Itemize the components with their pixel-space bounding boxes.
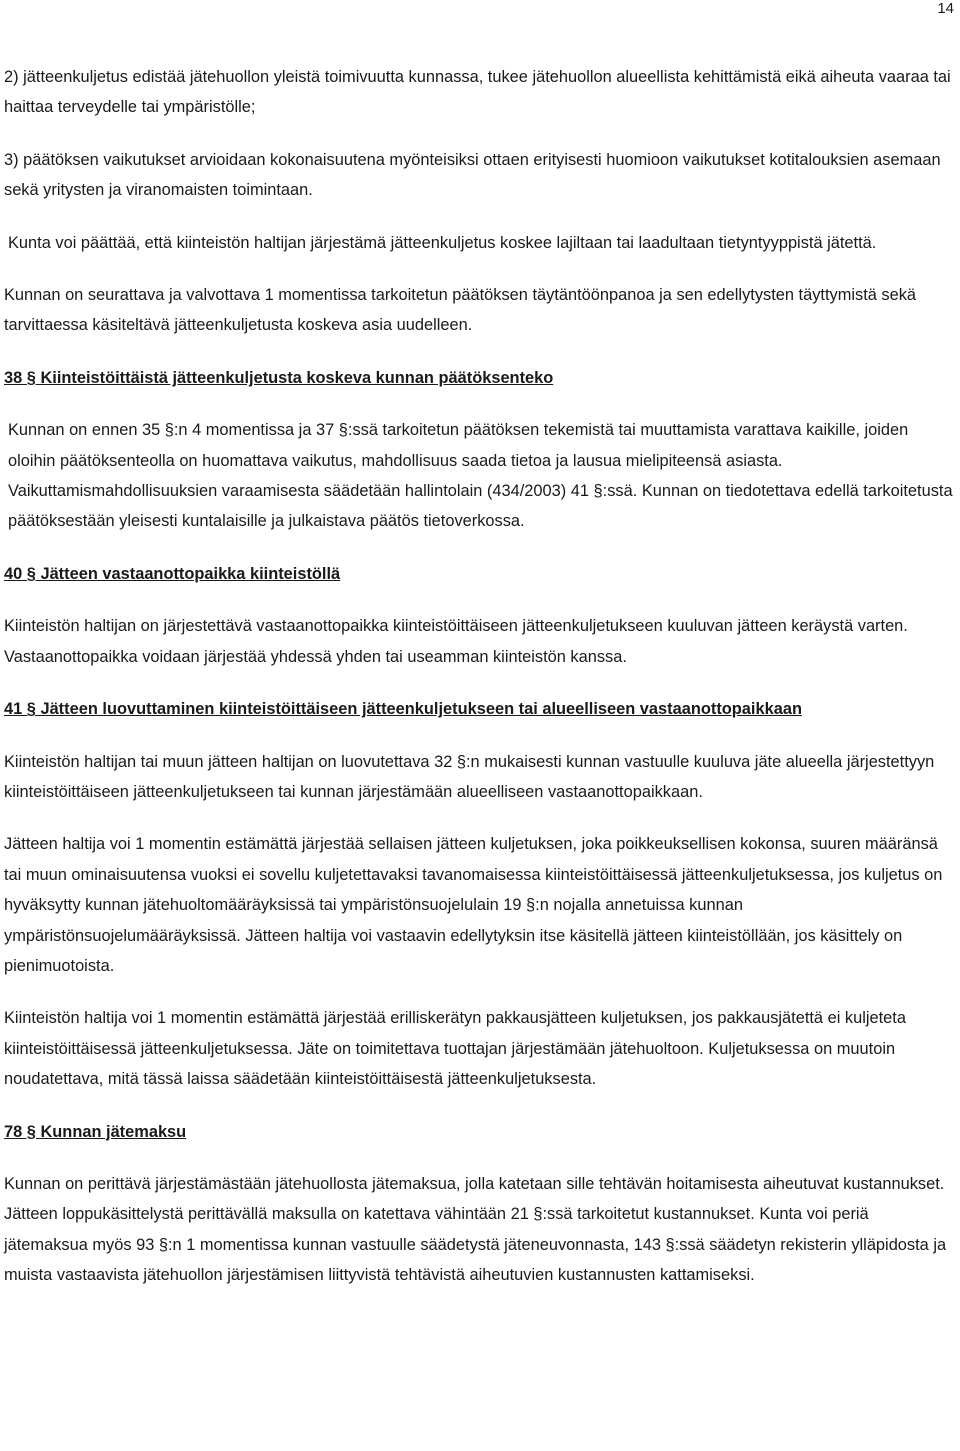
paragraph-41-body-2: Jätteen haltija voi 1 momentin estämättä järjestää sellaisen jätteen kuljetuksen, joka poikkeuksellisen kokonsa, suuren määränsä tai muun ominaisuutensa vuoksi ei sovellu kuljetettavaksi tavanomaisessa kiinteistöittäisessä jätteenkuljetuksessa, jos kuljetus on hyväksytty kunnan jätehuoltomääräyksissä tai ympäristönsuojelulain 19 §:n nojalla annetuissa kunnan ympäristönsuojelumääräyksissä. Jätteen haltija voi vastaavin edellytyksin itse käsitellä jätteen kiinteistöllään, jos käsittely on pienimuotoista. xyxy=(4,835,943,975)
paragraph-kunta-voi-paattaa: Kunta voi päättää, että kiinteistön haltijan järjestämä jätteenkuljetus koskee lajiltaan tai laadultaan tietyntyyppistä jätettä. xyxy=(8,233,877,252)
section-heading-41: 41 § Jätteen luovuttaminen kiinteistöittäiseen jätteenkuljetukseen tai alueelliseen vastaanottopaikkaan xyxy=(4,700,802,719)
paragraph-40-body: Kiinteistön haltijan on järjestettävä vastaanottopaikka kiinteistöittäiseen jätteenkuljetukseen kuuluvan jätteen keräystä varten. Vastaanottopaikka voidaan järjestää yhdessä yhden tai useamman kiinteistön kanssa. xyxy=(4,617,908,666)
paragraph-item-3: 3) päätöksen vaikutukset arvioidaan kokonaisuutena myönteisiksi ottaen erityisesti huomioon vaikutukset kotitalouksien asemaan sekä yritysten ja viranomaisten toimintaan. xyxy=(4,150,941,200)
paragraph-41-body-3: Kiinteistön haltija voi 1 momentin estämättä järjestää erilliskerätyn pakkausjätteen kuljetuksen, jos pakkausjätettä ei kuljeteta kiinteistöittäisessä jätteenkuljetuksessa. Jäte on toimitettava tuottajan järjestämään jätehuoltoon. Kuljetuksessa on muutoin noudatettava, mitä tässä laissa säädetään kiinteistöittäisestä jätteenkuljetuksesta. xyxy=(4,1009,906,1089)
paragraph-item-2: 2) jätteenkuljetus edistää jätehuollon yleistä toimivuutta kunnassa, tukee jätehuollon alueellista kehittämistä eikä aiheuta vaaraa tai haittaa terveydelle tai ympäristölle; xyxy=(4,68,951,117)
section-heading-40: 40 § Jätteen vastaanottopaikka kiinteistöllä xyxy=(4,564,341,583)
paragraph-38-body: Kunnan on ennen 35 §:n 4 momentissa ja 37 §:ssä tarkoitetun päätöksen tekemistä tai muuttamista varattava kaikille, joiden oloihin päätöksenteolla on huomattava vaikutus, mahdollisuus saada tietoa ja lausua mielipiteensä asiasta. Vaikuttamismahdollisuuksien varaamisesta säädetään hallintolain (434/2003) 41 §:ssä. Kunnan on tiedotettava edellä tarkoitetusta päätöksestään yleisesti kuntalaisille ja julkaistava päätös tietoverkossa. xyxy=(8,421,953,531)
document-body xyxy=(4,62,954,1291)
paragraph-seuranta: Kunnan on seurattava ja valvottava 1 momentissa tarkoitetun päätöksen täytäntöönpanoa ja sen edellytysten täyttymistä sekä tarvittaessa käsiteltävä jätteenkuljetusta koskeva asia uudelleen. xyxy=(4,286,917,335)
page-number: 14 xyxy=(937,0,954,17)
section-heading-78: 78 § Kunnan jätemaksu xyxy=(4,1122,187,1141)
section-heading-38: 38 § Kiinteistöittäistä jätteenkuljetusta koskeva kunnan päätöksenteko xyxy=(4,368,554,387)
paragraph-41-body-1: Kiinteistön haltijan tai muun jätteen haltijan on luovutettava 32 §:n mukaisesti kunnan vastuulle kuuluva jäte alueella järjestettyyn kiinteistöittäiseen jätteenkuljetukseen tai kunnan järjestämään alueelliseen vastaanottopaikkaan. xyxy=(4,752,935,801)
paragraph-78-body: Kunnan on perittävä järjestämästään jätehuollosta jätemaksua, jolla katetaan sille tehtävän hoitamisesta aiheutuvat kustannukset. Jätteen loppukäsittelystä perittävällä maksulla on katettava vähintään 21 §:ssä tarkoitetut kustannukset. Kunta voi periä jätemaksua myös 93 §:n 1 momentissa kunnan vastuulle säädetystä jäteneuvonnasta, 143 §:ssä säädetyn rekisterin ylläpidosta ja muista vastaavista jätehuollon järjestämisen liittyvistä tehtävistä aiheutuvien kustannusten kattamiseksi. xyxy=(4,1174,947,1285)
